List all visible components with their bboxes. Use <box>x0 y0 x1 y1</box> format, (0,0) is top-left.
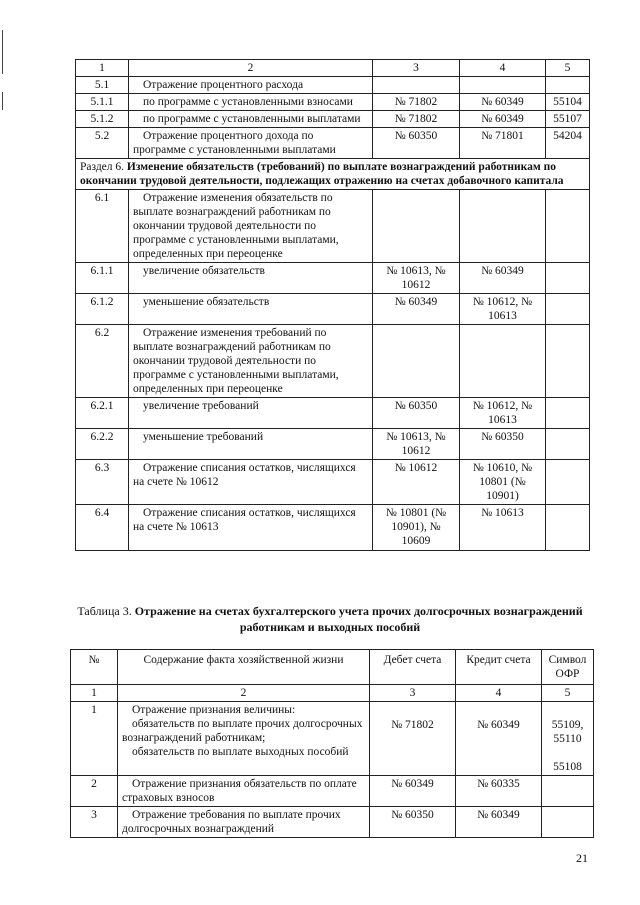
row-number: 5.1.1 <box>76 94 129 111</box>
page-number: 21 <box>576 851 588 865</box>
debit-account: № 10801 (№ 10901), № 10609 <box>373 505 460 550</box>
column-number-3: 3 <box>370 685 456 702</box>
credit-account <box>460 77 546 94</box>
column-numbers-row <box>71 685 594 702</box>
ofr-symbol <box>546 505 590 550</box>
table-row <box>71 702 594 776</box>
debit-account <box>373 190 460 263</box>
header-debit: Дебет счета <box>370 650 456 685</box>
ofr-symbol <box>546 77 590 94</box>
debit-account: № 10612 <box>373 460 460 505</box>
table-row <box>76 398 590 429</box>
column-number-4: 4 <box>460 60 546 77</box>
ofr-symbol <box>546 325 590 398</box>
credit-account: № 60349 <box>460 263 546 294</box>
scan-edge-mark <box>2 92 3 110</box>
debit-account <box>370 702 456 776</box>
section-heading <box>76 159 590 190</box>
row-number: 6.1.1 <box>76 263 129 294</box>
credit-account: № 10612, № 10613 <box>460 294 546 325</box>
table-row <box>76 190 590 263</box>
row-description: Отражение изменения требований по выплате вознаграждений работникам по окончании трудовой деятельности по программе с установленными выплатами, определенных при переоценке <box>129 325 373 398</box>
row-part-2: обязательств по выплате выходных пособий <box>132 746 349 759</box>
section-title: Изменение обязательств (требований) по выплате вознаграждений работникам по окончании трудовой деятельности, подлежащих отражению на счетах добавочного капитала <box>80 161 564 188</box>
debit-account: № 71802 <box>373 94 460 111</box>
column-number-1: 1 <box>71 685 118 702</box>
debit-account: № 60350 <box>373 128 460 159</box>
ofr-symbol <box>546 294 590 325</box>
row-description: Отражение списания остатков, числящихся на счете № 10612 <box>129 460 373 505</box>
ofr-symbol-2: 55108 <box>553 761 582 774</box>
ofr-symbol-1: 55109, 55110 <box>551 719 584 746</box>
credit-account: № 60335 <box>456 776 542 807</box>
debit-account <box>373 77 460 94</box>
row-part-1: обязательств по выплате прочих долгосрочных вознаграждений работникам; <box>122 718 363 745</box>
accounting-table-continued <box>75 59 590 551</box>
header-credit: Кредит счета <box>456 650 542 685</box>
table-row <box>71 807 594 838</box>
column-number-2: 2 <box>118 685 370 702</box>
debit-account <box>373 325 460 398</box>
credit-account: № 10610, № 10801 (№ 10901) <box>460 460 546 505</box>
credit-account: № 60349 <box>460 94 546 111</box>
ofr-symbol <box>546 429 590 460</box>
credit-account: № 60349 <box>456 807 542 838</box>
ofr-symbol: 55107 <box>546 111 590 128</box>
credit-account <box>460 325 546 398</box>
debit-account: № 60349 <box>370 776 456 807</box>
debit-account: № 60350 <box>370 807 456 838</box>
row-number: 5.1.2 <box>76 111 129 128</box>
row-number: 6.1 <box>76 190 129 263</box>
credit-account: № 10613 <box>460 505 546 550</box>
row-description <box>118 702 370 776</box>
table-row <box>76 294 590 325</box>
header-number: № <box>71 650 118 685</box>
column-number-5: 5 <box>546 60 590 77</box>
table-row <box>76 128 590 159</box>
caption-prefix: Таблица 3. <box>77 604 132 618</box>
credit-account: № 60350 <box>460 429 546 460</box>
row-description: Отражение требования по выплате прочих долгосрочных вознаграждений <box>118 807 370 838</box>
ofr-symbol <box>546 398 590 429</box>
row-description: Отражение списания остатков, числящихся на счете № 10613 <box>129 505 373 550</box>
row-description: Отражение признания обязательств по оплате страховых взносов <box>118 776 370 807</box>
column-number-3: 3 <box>373 60 460 77</box>
row-number: 6.3 <box>76 460 129 505</box>
row-number: 6.2.2 <box>76 429 129 460</box>
table-row <box>71 776 594 807</box>
ofr-symbol <box>542 776 594 807</box>
row-number: 6.4 <box>76 505 129 550</box>
ofr-symbol <box>546 190 590 263</box>
row-number: 5.2 <box>76 128 129 159</box>
table-row <box>76 505 590 550</box>
row-description: уменьшение обязательств <box>129 294 373 325</box>
debit-account: № 60349 <box>373 294 460 325</box>
column-number-2: 2 <box>129 60 373 77</box>
column-number-4: 4 <box>456 685 542 702</box>
section-heading-row <box>76 159 590 190</box>
table-row <box>76 429 590 460</box>
debit-account: № 71802 <box>373 111 460 128</box>
table-header-row <box>76 60 590 77</box>
ofr-symbol <box>546 263 590 294</box>
ofr-symbol <box>546 460 590 505</box>
debit-account: № 60350 <box>373 398 460 429</box>
row-description: увеличение требований <box>129 398 373 429</box>
row-description: Отражение процентного расхода <box>129 77 373 94</box>
row-lead-text: Отражение признания величины: <box>132 704 296 717</box>
header-ofr-symbol: Символ ОФР <box>542 650 594 685</box>
row-description: по программе с установленными выплатами <box>129 111 373 128</box>
row-number: 6.2.1 <box>76 398 129 429</box>
ofr-symbol: 55104 <box>546 94 590 111</box>
table-header-row <box>71 650 594 685</box>
debit-account: № 10613, № 10612 <box>373 429 460 460</box>
row-number: 2 <box>71 776 118 807</box>
header-content: Содержание факта хозяйственной жизни <box>118 650 370 685</box>
credit-account: № 60349 <box>460 111 546 128</box>
row-number: 6.2 <box>76 325 129 398</box>
table-row <box>76 77 590 94</box>
column-number-1: 1 <box>76 60 129 77</box>
ofr-symbol: 54204 <box>546 128 590 159</box>
table-caption <box>60 603 600 635</box>
table-row <box>76 263 590 294</box>
table-row <box>76 94 590 111</box>
table-row <box>76 460 590 505</box>
ofr-symbol <box>542 702 594 776</box>
credit-account: № 10612, № 10613 <box>460 398 546 429</box>
debit-account: № 10613, № 10612 <box>373 263 460 294</box>
credit-account <box>460 190 546 263</box>
row-number: 5.1 <box>76 77 129 94</box>
scan-edge-mark <box>2 30 3 74</box>
row-number: 6.1.2 <box>76 294 129 325</box>
row-description: уменьшение требований <box>129 429 373 460</box>
row-number: 3 <box>71 807 118 838</box>
caption-title: Отражение на счетах бухгалтерского учета прочих долгосрочных вознаграждений работникам и выходных пособий <box>134 604 583 635</box>
table-row <box>76 111 590 128</box>
row-description: Отражение процентного дохода по программе с установленными выплатами <box>129 128 373 159</box>
debit-value: № 71802 <box>391 719 434 732</box>
table-row <box>76 325 590 398</box>
row-description: увеличение обязательств <box>129 263 373 294</box>
column-number-5: 5 <box>542 685 594 702</box>
section-label: Раздел 6. <box>80 161 125 174</box>
row-number: 1 <box>71 702 118 776</box>
row-description: Отражение изменения обязательств по выплате вознаграждений работникам по окончании трудовой деятельности по программе с установленными выплатами, определенных при переоценке <box>129 190 373 263</box>
credit-account: № 71801 <box>460 128 546 159</box>
ofr-symbol <box>542 807 594 838</box>
row-description: по программе с установленными взносами <box>129 94 373 111</box>
other-long-term-benefits-table <box>70 649 594 838</box>
credit-account <box>456 702 542 776</box>
credit-value: № 60349 <box>477 719 520 732</box>
